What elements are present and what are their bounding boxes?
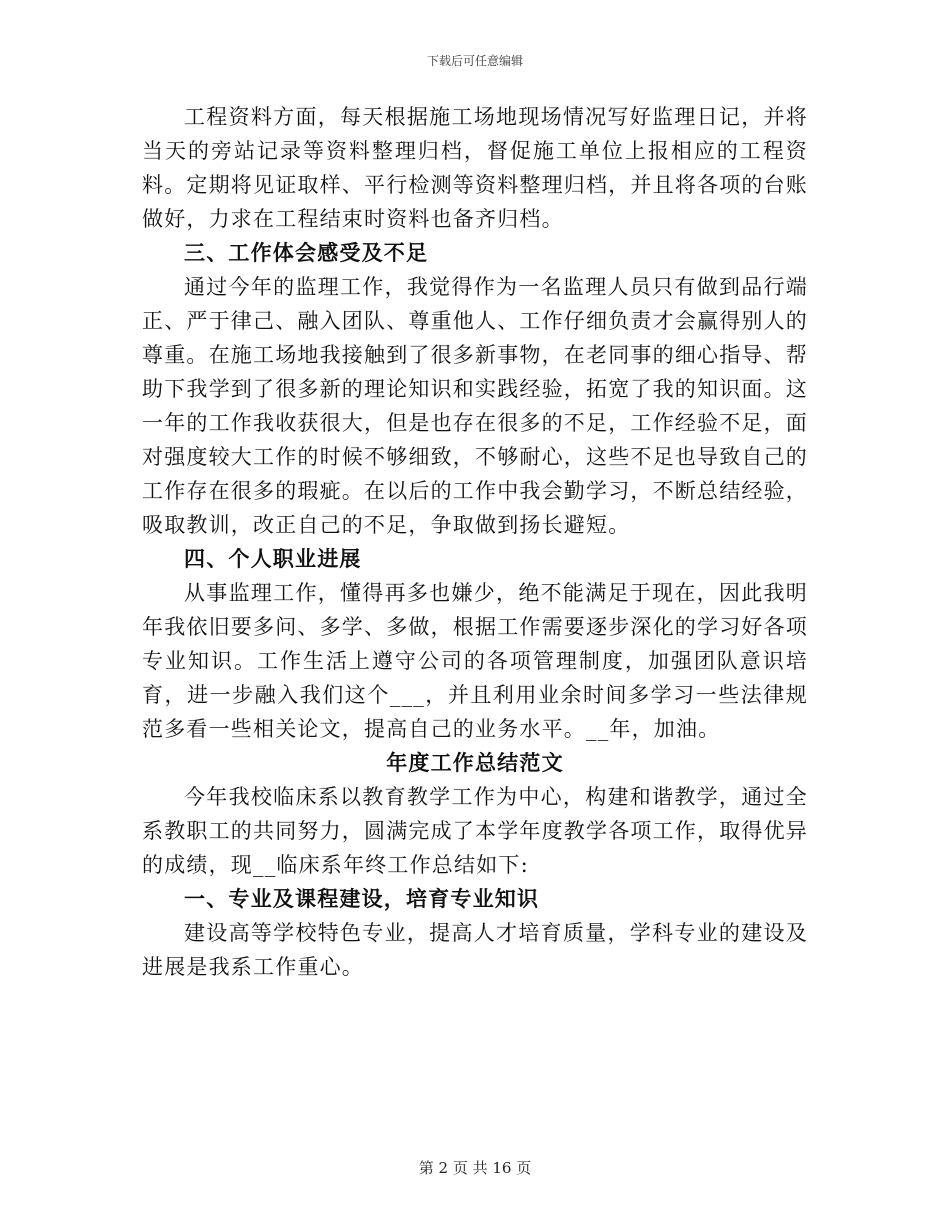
paragraph-curriculum: 建设高等学校特色专业，提高人才培育质量，学科专业的建设及进展是我系工作重心。 (142, 921, 808, 979)
section-heading-curriculum: 一、专业及课程建设，培育专业知识 (184, 886, 540, 911)
paragraph-engineering-records: 工程资料方面，每天根据施工场地现场情况写好监理日记，并将当天的旁站记录等资料整理归档，督促施工单位上报相应的工程资料。定期将见证取样、平行检测等资料整理归档，并且将各项的台账做好，力求在工程结束时资料也备齐归档。 (142, 105, 808, 231)
paragraph-career: 从事监理工作，懂得再多也嫌少，绝不能满足于现在，因此我明年我依旧要多问、多学、多做，根据工作需要逐步深化的学习好各项专业知识。工作生活上遵守公司的各项管理制度，加强团队意识培育，进一步融入我们这个___，并且利用业余时间多学习一些法律规范多看一些相关论文，提高自己的业务水平。__年，加油。 (142, 581, 808, 741)
document-body (142, 100, 808, 984)
section-heading-experience: 三、工作体会感受及不足 (184, 240, 429, 265)
paragraph-experience: 通过今年的监理工作，我觉得作为一名监理人员只有做到品行端正、严于律己、融入团队、尊重他人、工作仔细负责才会赢得别人的尊重。在施工场地我接触到了很多新事物，在老同事的细心指导、帮助下我学到了很多新的理论知识和实践经验，拓宽了我的知识面。这一年的工作我收获很大，但是也存在很多的不足，工作经验不足，面对强度较大工作的时候不够细致，不够耐心，这些不足也导致自己的工作存在很多的瑕疵。在以后的工作中我会勤学习，不断总结经验，吸取教训，改正自己的不足，争取做到扬长避短。 (142, 275, 808, 537)
page-number: 第 2 页 共 16 页 (418, 1159, 532, 1177)
document-title: 年度工作总结范文 (386, 750, 564, 775)
page-header: 下载后可任意编辑 (426, 54, 523, 68)
section-heading-career: 四、个人职业进展 (184, 546, 362, 571)
paragraph-intro: 今年我校临床系以教育教学工作为中心，构建和谐教学，通过全系教职工的共同努力，圆满完成了本学年度教学各项工作，取得优异的成绩，现__临床系年终工作总结如下: (142, 785, 808, 877)
